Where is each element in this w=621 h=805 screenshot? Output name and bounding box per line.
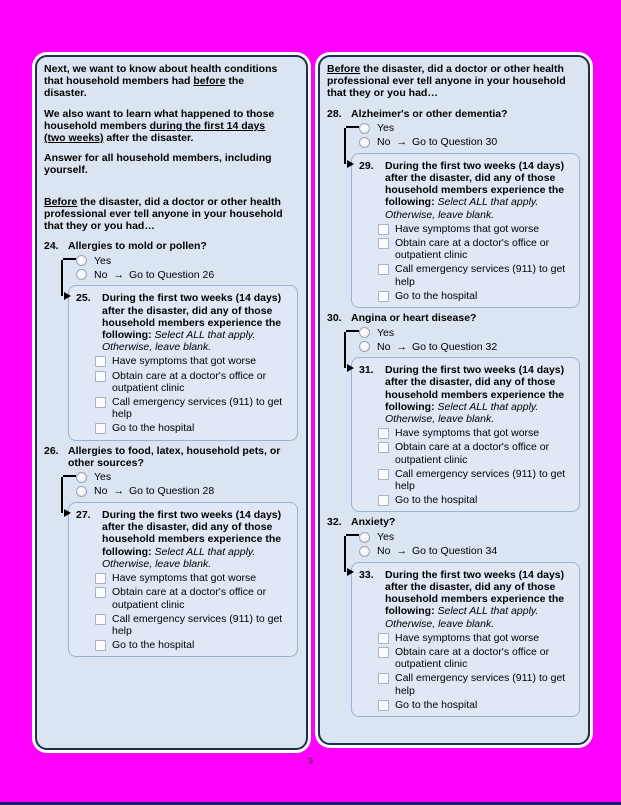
goto-arrow-icon: → <box>113 268 124 281</box>
checkbox-label: Go to the hospital <box>112 639 195 652</box>
checkbox-option-hospital[interactable] <box>378 494 572 506</box>
checkbox-label: Obtain care at a doctor's office or outpatient clinic <box>395 441 550 466</box>
subquestion-prompt <box>102 509 290 570</box>
question-block-30 <box>327 312 580 512</box>
checkbox-icon[interactable] <box>378 700 389 711</box>
intro-paragraph-2 <box>44 108 284 145</box>
checkbox-icon[interactable] <box>95 423 106 434</box>
subquestion-box-27 <box>68 502 298 657</box>
radio-button-icon[interactable] <box>359 327 370 338</box>
question-block-28 <box>327 108 580 308</box>
checkbox-option-call-911[interactable] <box>378 672 572 696</box>
radio-button-icon[interactable] <box>76 255 87 266</box>
checkbox-icon[interactable] <box>378 442 389 453</box>
question-text: Allergies to food, latex, household pets, or other sources? <box>68 444 281 469</box>
subquestion-number: 33. <box>359 568 374 581</box>
checkbox-option-call-911[interactable] <box>378 263 572 287</box>
question-number: 32. <box>327 516 342 529</box>
radio-button-icon[interactable] <box>359 341 370 352</box>
checkbox-icon[interactable] <box>378 291 389 302</box>
checkbox-icon[interactable] <box>95 640 106 651</box>
checkbox-label: Call emergency services (911) to get help <box>395 467 566 493</box>
radio-button-icon[interactable] <box>76 269 87 280</box>
question-block-32 <box>327 516 580 716</box>
question-text: Anxiety? <box>351 516 396 529</box>
option-no[interactable] <box>76 268 298 281</box>
checkbox-label: Have symptoms that got worse <box>112 572 257 585</box>
option-no-label: No <box>377 340 391 353</box>
intro-text: the disaster, did a doctor or other health professional ever tell anyone in your household that they or you had… <box>44 195 283 233</box>
subquestion-prompt-italic: Select ALL that apply. Otherwise, leave blank. <box>102 545 256 570</box>
checkbox-option-symptoms[interactable] <box>95 355 290 367</box>
answer-options <box>327 531 580 558</box>
answer-options <box>44 254 298 281</box>
subquestion-box-25 <box>68 285 298 440</box>
subquestion-box-29 <box>351 153 580 308</box>
checkbox-icon[interactable] <box>378 428 389 439</box>
checkbox-option-obtain-care[interactable] <box>95 370 290 394</box>
checkbox-option-obtain-care[interactable] <box>95 586 290 610</box>
option-yes[interactable] <box>359 326 580 339</box>
option-yes-label: Yes <box>377 122 395 135</box>
checkbox-option-symptoms[interactable] <box>378 427 572 439</box>
question-number: 30. <box>327 312 342 325</box>
question-text: Allergies to mold or pollen? <box>68 240 207 253</box>
checkbox-label: Have symptoms that got worse <box>112 355 257 368</box>
checkbox-option-call-911[interactable] <box>378 468 572 492</box>
option-no[interactable] <box>359 340 580 353</box>
radio-button-icon[interactable] <box>359 123 370 134</box>
checkbox-label: Go to the hospital <box>112 422 195 435</box>
radio-button-icon[interactable] <box>76 486 87 497</box>
checkbox-icon[interactable] <box>95 614 106 625</box>
question-number: 24. <box>44 240 59 253</box>
question-text: Alzheimer's or other dementia? <box>351 107 508 120</box>
checkbox-label: Obtain care at a doctor's office or outpatient clinic <box>112 586 267 611</box>
skip-connector-line <box>61 477 63 513</box>
intro-text: We also want to learn what happened to those household members <box>44 107 275 132</box>
goto-text: Go to Question 26 <box>128 268 215 281</box>
checkbox-label: Call emergency services (911) to get help <box>112 396 283 421</box>
checkbox-label: Go to the hospital <box>395 494 478 507</box>
checkbox-option-symptoms[interactable] <box>378 223 572 235</box>
subquestion-prompt-bold: During the first two weeks (14 days) after the disaster, did any of those household members experience the following: <box>102 509 282 558</box>
question-number: 28. <box>327 107 342 120</box>
intro-underline-14-days: during the first 14 days (two weeks) <box>44 119 266 145</box>
checkbox-icon[interactable] <box>95 371 106 382</box>
option-yes[interactable] <box>76 254 298 267</box>
goto-text: Go to Question 34 <box>411 545 498 558</box>
subquestion-prompt-italic: Select ALL that apply. Otherwise, leave blank. <box>385 196 539 221</box>
checkbox-option-symptoms[interactable] <box>378 632 572 644</box>
checkbox-icon[interactable] <box>95 587 106 598</box>
subquestion-prompt <box>385 160 572 221</box>
checkbox-label: Call emergency services (911) to get help <box>395 263 566 288</box>
subquestion-prompt-italic: Select ALL that apply. Otherwise, leave blank. <box>385 400 539 426</box>
subquestion-prompt <box>385 569 572 630</box>
goto-text: Go to Question 30 <box>411 136 498 149</box>
intro-paragraph <box>327 63 566 100</box>
goto-text: Go to Question 28 <box>128 485 215 498</box>
left-panel <box>35 55 308 750</box>
checkbox-label: Call emergency services (911) to get help <box>112 612 283 637</box>
right-panel <box>318 55 590 745</box>
intro-text: the disaster. <box>44 75 245 100</box>
checkbox-option-hospital[interactable] <box>378 290 572 302</box>
option-yes[interactable] <box>359 531 580 544</box>
checkbox-icon[interactable] <box>378 469 389 480</box>
checkbox-label: Obtain care at a doctor's office or outpatient clinic <box>395 645 550 671</box>
checkbox-label: Have symptoms that got worse <box>395 222 540 235</box>
intro-text: after the disaster. <box>103 132 194 145</box>
page-number: 9 <box>307 756 313 766</box>
checkbox-option-symptoms[interactable] <box>95 572 290 584</box>
option-no-label: No <box>377 136 391 149</box>
checkbox-label: Have symptoms that got worse <box>395 631 540 644</box>
checkbox-label: Go to the hospital <box>395 289 478 302</box>
intro-text: Next, we want to know about health conditions that household members had <box>44 63 278 88</box>
answer-options <box>327 122 580 149</box>
skip-connector-line <box>344 128 346 164</box>
radio-button-icon[interactable] <box>76 472 87 483</box>
option-no[interactable] <box>359 136 580 149</box>
subquestion-box-31 <box>351 357 580 512</box>
intro-paragraph-1 <box>44 63 284 100</box>
subquestion-prompt <box>385 364 572 425</box>
option-yes[interactable] <box>76 471 298 484</box>
skip-connector-line <box>61 260 63 296</box>
skip-connector-line <box>344 536 346 572</box>
option-yes-label: Yes <box>94 254 112 267</box>
intro-text: Answer for all household members, including yourself. <box>44 152 272 177</box>
checkbox-label: Obtain care at a doctor's office or outpatient clinic <box>395 237 550 262</box>
checkbox-icon[interactable] <box>378 495 389 506</box>
option-no-label: No <box>94 268 108 281</box>
option-no-label: No <box>377 545 391 558</box>
goto-arrow-icon: → <box>396 136 407 149</box>
subquestion-prompt-bold: During the first two weeks (14 days) after the disaster, did any of those household members experience the following: <box>102 292 282 342</box>
checkbox-icon[interactable] <box>95 573 106 584</box>
checkbox-icon[interactable] <box>378 224 389 235</box>
checkbox-icon[interactable] <box>378 673 389 684</box>
intro-underline-before: before <box>193 75 226 88</box>
option-yes[interactable] <box>359 122 580 135</box>
subquestion-prompt <box>102 292 290 353</box>
question-block-26 <box>44 445 298 658</box>
radio-button-icon[interactable] <box>359 546 370 557</box>
checkbox-icon[interactable] <box>378 264 389 275</box>
intro-paragraph-3 <box>44 152 284 176</box>
checkbox-icon[interactable] <box>378 238 389 249</box>
checkbox-icon[interactable] <box>95 356 106 367</box>
subquestion-box-33 <box>351 562 580 717</box>
checkbox-option-hospital[interactable] <box>378 699 572 711</box>
radio-button-icon[interactable] <box>359 532 370 543</box>
checkbox-label: Call emergency services (911) to get help <box>395 672 566 697</box>
checkbox-option-hospital[interactable] <box>95 639 290 651</box>
checkbox-option-obtain-care[interactable] <box>378 441 572 465</box>
subquestion-number: 25. <box>76 292 91 305</box>
option-no[interactable] <box>359 545 580 558</box>
question-number: 26. <box>44 444 59 457</box>
option-yes-label: Yes <box>377 531 395 544</box>
checkbox-option-call-911[interactable] <box>95 613 290 637</box>
skip-connector-line <box>344 332 346 368</box>
checkbox-option-hospital[interactable] <box>95 422 290 434</box>
option-yes-label: Yes <box>377 326 395 339</box>
subquestion-number: 27. <box>76 509 91 522</box>
subquestion-prompt-italic: Select ALL that apply. Otherwise, leave blank. <box>102 329 256 354</box>
subquestion-prompt-bold: During the first two weeks (14 days) after the disaster, did any of those household members experience the following: <box>385 568 565 618</box>
subquestion-number: 29. <box>359 159 374 172</box>
subquestion-prompt-bold: During the first two weeks (14 days) after the disaster, did any of those household members experience the following: <box>385 364 565 413</box>
goto-arrow-icon: → <box>396 340 407 353</box>
option-yes-label: Yes <box>94 471 112 484</box>
intro-underline-before: Before <box>327 63 361 75</box>
answer-options <box>327 326 580 353</box>
checkbox-label: Go to the hospital <box>395 698 478 711</box>
checkbox-label: Have symptoms that got worse <box>395 427 540 440</box>
goto-arrow-icon: → <box>396 545 407 558</box>
question-text: Angina or heart disease? <box>351 312 477 325</box>
goto-text: Go to Question 32 <box>411 340 498 353</box>
option-no[interactable] <box>76 485 298 498</box>
goto-arrow-icon: → <box>113 485 124 498</box>
checkbox-option-obtain-care[interactable] <box>378 237 572 261</box>
option-no-label: No <box>94 485 108 498</box>
checkbox-option-obtain-care[interactable] <box>378 646 572 670</box>
checkbox-option-call-911[interactable] <box>95 396 290 420</box>
question-block-24 <box>44 240 298 440</box>
checkbox-icon[interactable] <box>378 647 389 658</box>
radio-button-icon[interactable] <box>359 137 370 148</box>
answer-options <box>44 471 298 498</box>
subquestion-prompt-bold: During the first two weeks (14 days) after the disaster, did any of those household members experience the following: <box>385 159 565 209</box>
subquestion-prompt-italic: Select ALL that apply. Otherwise, leave blank. <box>385 605 539 630</box>
intro-paragraph-4 <box>44 196 284 233</box>
checkbox-icon[interactable] <box>95 397 106 408</box>
checkbox-label: Obtain care at a doctor's office or outpatient clinic <box>112 369 267 394</box>
intro-text: the disaster, did a doctor or other health professional ever tell anyone in your household that they or you had… <box>327 63 566 100</box>
checkbox-icon[interactable] <box>378 633 389 644</box>
intro-underline-before: Before <box>44 195 78 208</box>
subquestion-number: 31. <box>359 364 374 377</box>
